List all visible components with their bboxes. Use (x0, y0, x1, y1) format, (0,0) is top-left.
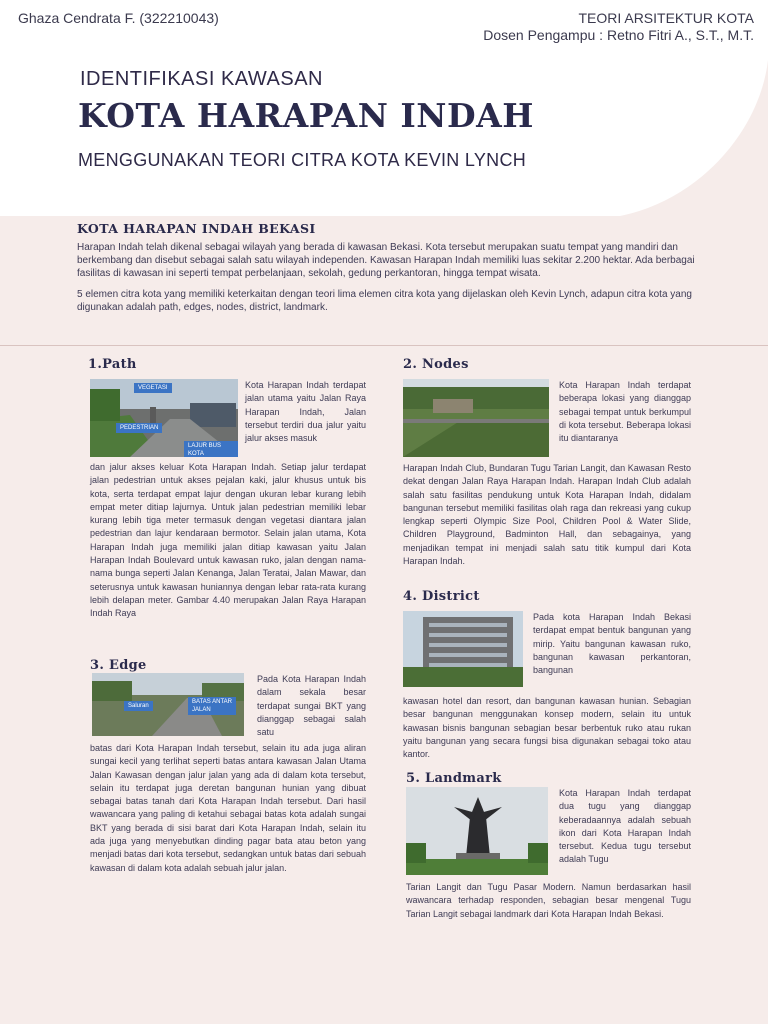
landmark-body-text: Tarian Langit dan Tugu Pasar Modern. Namun berdasarkan hasil wawancara terhadap responden, sebagian besar mengenal Tugu Tarian Langit sebagai landmark dari Kota Harapan Indah Bekasi. (406, 882, 691, 919)
course-title: TEORI ARSITEKTUR KOTA (578, 10, 754, 26)
edge-side-text: Pada Kota Harapan Indah dalam sekala besar terdapat sungai BKT yang dianggap sebagai salah satu (257, 674, 366, 738)
intro-paragraph-2: 5 elemen citra kota yang memiliki keterkaitan dengan teori lima elemen citra kota yang dijelaskan oleh Kevin Lynch, adapun citra kota yang digunakan adalah path, edges, nodes, district, landmark. (77, 289, 692, 313)
edge-photo (92, 673, 244, 736)
edge-tag-boundary: BATAS ANTAR JALAN (188, 697, 236, 715)
path-side-text: Kota Harapan Indah terdapat jalan utama yaitu Jalan Raya Harapan Indah, Jalan tersebut terdiri dua jalur yaitu jalur akses masuk (245, 380, 366, 444)
district-side-text: Pada kota Harapan Indah Bekasi terdapat empat bentuk bangunan yang mirip. Yaitu bangunan kawasan ruko, bangunan kawasan perkantoran, bangunan (533, 612, 691, 676)
edge-title: 3. Edge (90, 658, 147, 673)
path-tag-pedestrian: PEDESTRIAN (116, 423, 162, 433)
landmark-photo (406, 787, 548, 875)
nodes-body-text: Harapan Indah Club, Bundaran Tugu Tarian Langit, dan Kawasan Resto dekat dengan Jalan Raya Harapan Indah. Harapan Indah Club adalah salah satu fasilitas pendukung untuk Kota Harapan Indah, didalam bangunan tersebut memiliki fasilitas olah raga dan rekreasi yang cukup lengkap seperti Olympic Size Pool, Children Pool & Water Slide, Children Playground, Badminton Hall, dan sebagainya, yang menjadikan tempat ini menjadi salah satu titik kumpul dari Kota Harapan Indah. (403, 463, 691, 567)
path-title: 1.Path (88, 357, 137, 372)
district-title: 4. District (403, 589, 480, 604)
page-subtitle: MENGGUNAKAN TEORI CITRA KOTA KEVIN LYNCH (78, 150, 527, 170)
intro-section (77, 221, 697, 322)
lecturer-name: Dosen Pengampu : Retno Fitri A., S.T., M.T. (483, 27, 754, 43)
district-photo (403, 611, 523, 687)
landmark-title: 5. Landmark (406, 771, 502, 786)
author-name: Ghaza Cendrata F. (322210043) (18, 10, 219, 26)
path-tag-vegetasi: VEGETASI (134, 383, 172, 393)
path-tag-bus-lane: LAJUR BUS KOTA (184, 441, 238, 457)
edge-body-text: batas dari Kota Harapan Indah tersebut, selain itu ada juga aliran sungai kecil yang terlihat seperti batas antara kawasan Jalan Utama Jalan Kawasan dengan jalur jalan yang ada di dalam kota tersebut, selain itu terdapat juga deretan bangunan hunian yang dibuat sebagai batas tanah dari Kota Harapan Indah tersebut. Dari hasil wawancara yang paling di ketahui sebagai batas kota adalah sungai BKT yang berada di sisi barat dari Kota Harapan Indah, selain itu ada juga yang menyebutkan dinding pagar bata atau beton yang menjadi batas dari kota tersebut, sedangkan untuk batas dari sebuah kawasan di dalam kota adalah sebuah jalur jalan. (90, 743, 366, 873)
page-title: KOTA HARAPAN INDAH (78, 96, 534, 135)
nodes-side-text: Kota Harapan Indah terdapat beberapa lokasi yang dianggap sebagai tempat untuk berkumpul di kota tersebut. Beberapa lokasi itu diantaranya (559, 380, 691, 444)
page-kicker: IDENTIFIKASI KAWASAN (80, 68, 323, 90)
landmark-side-text: Kota Harapan Indah terdapat dua tugu yang dianggap keberadaannya adalah sebuah ikon dari Kota Harapan Indah tersebut. Kedua tugu tersebut adalah Tugu (559, 788, 691, 865)
section-divider (0, 345, 768, 346)
path-body-text: dan jalur akses keluar Kota Harapan Indah. Setiap jalur terdapat jalan pedestrian untuk akses pejalan kaki, jalur khusus untuk bis kota, serta terdapat empat lajur dengan ukuran lebar kurang lebih empat meter ditiap lajurnya. Untuk jalan pedestrian memiliki lebar kurang lebih tiga meter termasuk dengan vegetasi diantara jalan pedestrian dan lajur kendaraan bermotor. Selain jalan utama, Kota Harapan Indah juga memiliki jalan ditiap kawasan yaitu Jalan Harapan Indah Boulevard untuk kawasan ruko, jalan dengan nama- nama bunga seperti Jalan Kenanga, Jalan Teratai, Jalan Mawar, dan seterusnya untuk kawasan huniannya dengan lebar rata-rata kurang lebih delapan meter. Gambar 4.40 merupakan Jalan Raya Harapan Indah Raya (90, 462, 366, 619)
district-body-text: kawasan hotel dan resort, dan bangunan kawasan hunian. Sebagian besar bangunan menggunakan konsep modern, selain itu untuk kawasan bisnis bangunan sebagian besar berbentuk ruko atau rukan yaitu bangunan yang secara fungsi bisa digunakan sebagai toko atau kantor. (403, 696, 691, 760)
course-info (483, 10, 754, 44)
intro-paragraph-1: Harapan Indah telah dikenal sebagai wilayah yang berada di kawasan Bekasi. Kota tersebut merupakan suatu tempat yang mandiri dan berkembang dan disebut sebagai salah satu wilayah independen. Kawasan Harapan Indah memiliki luas sekitar 2.200 hektar. Ada berbagai fasilitas di kawasan ini seperti tempat perbelanjaan, sekolah, gedung perkantoran, hingga tempat wisata. (77, 242, 695, 279)
nodes-title: 2. Nodes (403, 357, 469, 372)
path-photo (90, 379, 238, 457)
edge-tag-saluran: Saluran (124, 701, 153, 711)
intro-heading: KOTA HARAPAN INDAH BEKASI (77, 221, 316, 236)
nodes-photo (403, 379, 549, 457)
